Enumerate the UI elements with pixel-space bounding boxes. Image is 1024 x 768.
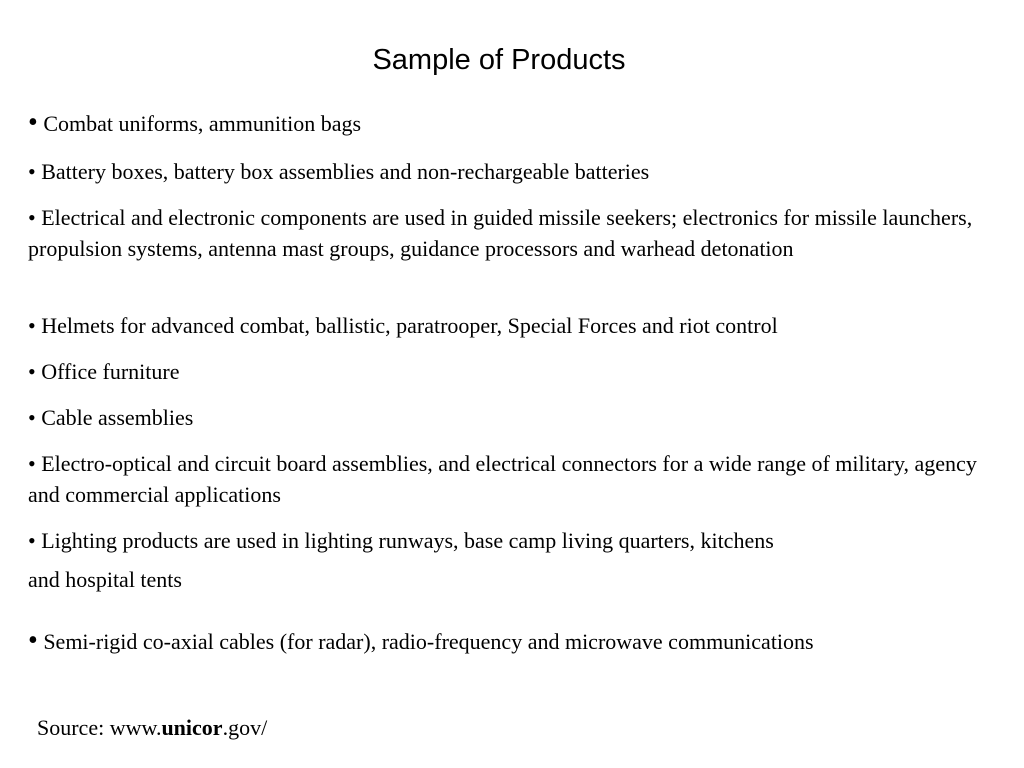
list-item-line xyxy=(28,525,1003,556)
list-item xyxy=(28,448,1003,510)
bullet-icon: • xyxy=(28,405,36,430)
list-item xyxy=(28,356,1003,387)
bullet-icon: • xyxy=(28,107,38,138)
list-item xyxy=(28,402,1003,433)
list-item xyxy=(28,108,1003,139)
bullet-icon: • xyxy=(28,359,36,384)
list-item xyxy=(28,156,1003,187)
bullet-icon: • xyxy=(28,313,36,338)
bullet-icon: • xyxy=(28,205,36,230)
bullet-icon: • xyxy=(28,528,36,553)
list-item-text: Combat uniforms, ammunition bags xyxy=(43,111,362,136)
list-item-text: Semi-rigid co-axial cables (for radar), radio-frequency and microwave communications xyxy=(43,629,814,654)
list-item xyxy=(28,626,1003,657)
source-domain-bold: unicor xyxy=(161,715,223,740)
list-item-text-continued: and hospital tents xyxy=(28,567,182,592)
list-item-text: Battery boxes, battery box assemblies and non-rechargeable batteries xyxy=(41,159,650,184)
source-suffix: .gov/ xyxy=(222,715,268,740)
source-prefix: Source: www. xyxy=(37,715,162,740)
list-item-text: Lighting products are used in lighting runways, base camp living quarters, kitchens xyxy=(41,528,774,553)
bullet-icon: • xyxy=(28,625,38,656)
list-item-text: Electro-optical and circuit board assemblies, and electrical connectors for a wide range of military, agency and commercial applications xyxy=(28,451,977,507)
list-item-text: Office furniture xyxy=(41,359,180,384)
list-item-text: Helmets for advanced combat, ballistic, paratrooper, Special Forces and riot control xyxy=(41,313,778,338)
slide-title: Sample of Products xyxy=(372,44,626,76)
bullet-icon: • xyxy=(28,451,36,476)
list-item xyxy=(28,525,1003,595)
source-citation xyxy=(37,713,267,743)
list-item xyxy=(28,310,1003,341)
bullet-icon: • xyxy=(28,159,36,184)
list-item-text: Cable assemblies xyxy=(41,405,194,430)
list-item-text: Electrical and electronic components are used in guided missile seekers; electronics for missile launchers, propulsion systems, antenna mast groups, guidance processors and warhead detonation xyxy=(28,205,973,261)
list-item xyxy=(28,202,1003,264)
